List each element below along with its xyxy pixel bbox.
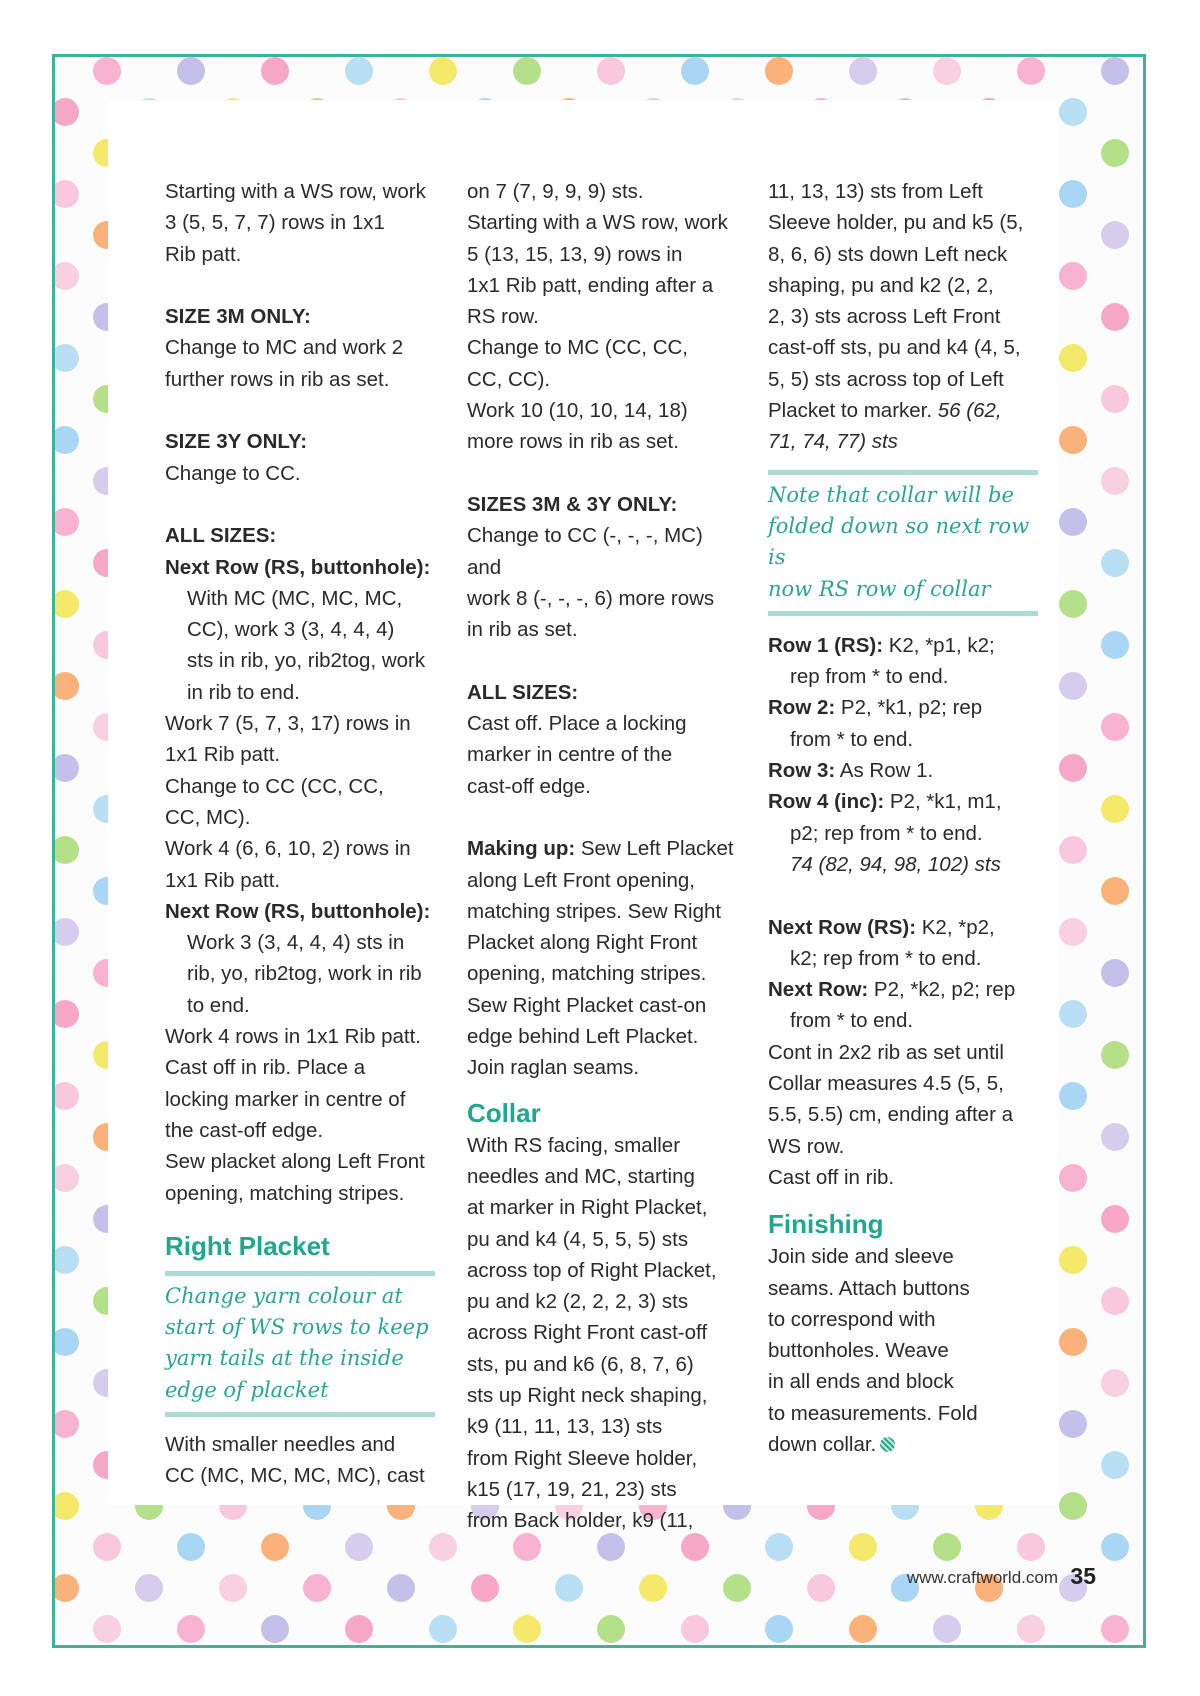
- text-line: 5 (13, 15, 13, 9) rows in: [467, 242, 683, 266]
- next-row-heading: Next Row (RS, buttonhole):: [165, 555, 431, 579]
- text-line: marker in centre of the: [467, 743, 673, 767]
- text-line: 5.5, 5.5) cm, ending after a: [768, 1103, 1013, 1127]
- polka-dot: [345, 1533, 373, 1561]
- polka-dot: [55, 344, 79, 372]
- text-line: 3 (5, 5, 7, 7) rows in 1x1: [165, 211, 385, 235]
- polka-dot: [55, 672, 79, 700]
- text-line: CC (MC, MC, MC, MC), cast: [165, 1464, 425, 1488]
- text-line: 8, 6, 6) sts down Left neck: [768, 242, 1008, 266]
- text-line: in rib to end.: [187, 680, 300, 704]
- note-line: folded down so next row is: [768, 513, 1030, 570]
- polka-dot: [135, 1574, 163, 1602]
- text-span: Sew Left Placket: [575, 837, 734, 861]
- text-line: in rib as set.: [467, 618, 578, 642]
- size-3y-heading: SIZE 3Y ONLY:: [165, 430, 308, 454]
- polka-dot: [1101, 385, 1129, 413]
- next-row-heading: Next Row (RS, buttonhole):: [165, 899, 431, 923]
- text-line: to measurements. Fold: [768, 1401, 978, 1425]
- polka-dot: [1101, 1123, 1129, 1151]
- polka-dot: [597, 57, 625, 85]
- row-heading: Next Row:: [768, 978, 869, 1002]
- polka-dot: [1101, 877, 1129, 905]
- text-line: more rows in rib as set.: [467, 430, 679, 454]
- text-line: k15 (17, 19, 21, 23) sts: [467, 1477, 677, 1501]
- polka-dot: [513, 57, 541, 85]
- text-line: 5, 5) sts across top of Left: [768, 367, 1004, 391]
- polka-dot: [55, 262, 79, 290]
- note-line: edge of placket: [165, 1377, 329, 1402]
- text-line: With RS facing, smaller: [467, 1133, 681, 1157]
- polka-dot: [1101, 1533, 1129, 1561]
- tip-note: [165, 1271, 435, 1417]
- section-heading-right-placket: Right Placket: [165, 1230, 330, 1261]
- polka-dot: [1101, 467, 1129, 495]
- polka-dot: [933, 1615, 961, 1643]
- text-line: p2; rep from * to end.: [790, 821, 983, 845]
- polka-dot: [1101, 139, 1129, 167]
- text-line: CC, CC).: [467, 367, 551, 391]
- row-heading: Next Row (RS):: [768, 915, 917, 939]
- section-heading-collar: Collar: [467, 1097, 541, 1128]
- polka-dot: [765, 1615, 793, 1643]
- text-line: from Right Sleeve holder,: [467, 1446, 698, 1470]
- row-heading: Row 1 (RS):: [768, 633, 884, 657]
- text-line: Work 4 (6, 6, 10, 2) rows in: [165, 837, 411, 861]
- text-line: Placket along Right Front: [467, 931, 698, 955]
- polka-dot: [681, 57, 709, 85]
- polka-dot: [429, 57, 457, 85]
- polka-dot: [1059, 508, 1087, 536]
- polka-dot: [1101, 221, 1129, 249]
- text-line: from * to end.: [790, 1009, 914, 1033]
- polka-dot: [1059, 344, 1087, 372]
- note-line: now RS row of collar: [768, 576, 991, 601]
- text-line: 11, 13, 13) sts from Left: [768, 180, 983, 203]
- text-span: K2, *p2,: [916, 915, 995, 939]
- polka-dot: [1101, 1205, 1129, 1233]
- text-line: Work 7 (5, 7, 3, 17) rows in: [165, 712, 411, 736]
- polka-dot: [1101, 303, 1129, 331]
- text-line: Sew placket along Left Front: [165, 1150, 425, 1174]
- polka-dot: [1059, 426, 1087, 454]
- note-line: yarn tails at the inside: [165, 1346, 404, 1371]
- polka-dot: [1101, 1287, 1129, 1315]
- text-line: Starting with a WS row, work: [165, 180, 426, 203]
- sizes-heading: SIZES 3M & 3Y ONLY:: [467, 492, 678, 516]
- text-line: further rows in rib as set.: [165, 367, 390, 391]
- polka-dot: [1101, 631, 1129, 659]
- text-line: matching stripes. Sew Right: [467, 899, 722, 923]
- polka-dot: [765, 1533, 793, 1561]
- text-span: K2, *p1, k2;: [883, 633, 995, 657]
- polka-dot: [261, 1533, 289, 1561]
- polka-dot: [1059, 1082, 1087, 1110]
- text-line: at marker in Right Placket,: [467, 1196, 708, 1220]
- tip-note: [768, 470, 1038, 616]
- text-line: Work 10 (10, 10, 14, 18): [467, 399, 688, 423]
- text-line: k9 (11, 11, 13, 13) sts: [467, 1415, 663, 1439]
- polka-dot: [681, 1533, 709, 1561]
- text-line: Cast off in rib. Place a: [165, 1056, 366, 1080]
- text-line: Collar measures 4.5 (5, 5,: [768, 1072, 1004, 1096]
- row-heading: Row 2:: [768, 696, 836, 720]
- polka-dot: [1059, 1328, 1087, 1356]
- text-line: Change to CC.: [165, 461, 301, 485]
- text-line: from * to end.: [790, 727, 914, 751]
- polka-dot: [1017, 1615, 1045, 1643]
- column-2: [467, 176, 737, 1536]
- polka-dot: [1101, 549, 1129, 577]
- row-line: [768, 974, 1038, 1005]
- polka-dot: [849, 1615, 877, 1643]
- polka-dot: [1059, 1410, 1087, 1438]
- text-line: work 8 (-, -, -, 6) more rows: [467, 586, 715, 610]
- text-line: rib, yo, rib2tog, work in rib: [187, 962, 422, 986]
- text-line: Change to MC (CC, CC,: [467, 336, 689, 360]
- size-3m-heading: SIZE 3M ONLY:: [165, 305, 311, 329]
- polka-dot: [177, 1615, 205, 1643]
- text-line: Change to CC (-, -, -, MC) and: [467, 524, 703, 579]
- text-line: edge behind Left Placket.: [467, 1025, 699, 1049]
- polka-dot: [849, 57, 877, 85]
- polka-dot: [429, 1615, 457, 1643]
- row-line: [768, 692, 1038, 723]
- text-line: Join raglan seams.: [467, 1056, 640, 1080]
- polka-dot: [261, 57, 289, 85]
- polka-dot: [1101, 795, 1129, 823]
- text-span: P2, *k1, p2; rep: [835, 696, 983, 720]
- text-line: WS row.: [768, 1134, 845, 1158]
- text-line: opening, matching stripes.: [467, 962, 707, 986]
- text-line: rep from * to end.: [790, 665, 949, 689]
- polka-dot: [55, 918, 79, 946]
- text-line: locking marker in centre of: [165, 1087, 406, 1111]
- text-line: sts up Right neck shaping,: [467, 1383, 708, 1407]
- polka-dot: [1059, 1164, 1087, 1192]
- polka-dot: [1017, 57, 1045, 85]
- polka-dot: [55, 1574, 79, 1602]
- text-line: sts, pu and k6 (6, 8, 7, 6): [467, 1352, 694, 1376]
- polka-dot: [1101, 1451, 1129, 1479]
- polka-dot: [723, 1574, 751, 1602]
- polka-dot: [765, 57, 793, 85]
- note-line: Change yarn colour at: [165, 1283, 403, 1308]
- polka-dot: [93, 1615, 121, 1643]
- polka-dot: [1101, 959, 1129, 987]
- text-line: [768, 1429, 1038, 1460]
- making-up-line: [467, 833, 737, 864]
- text-line: CC), work 3 (3, 4, 4, 4): [187, 618, 395, 642]
- polka-dot: [1059, 1246, 1087, 1274]
- note-line: Note that collar will be: [768, 482, 1014, 507]
- polka-dot: [55, 98, 79, 126]
- polka-dot: [555, 1574, 583, 1602]
- column-1: [165, 176, 435, 1492]
- polka-dot: [55, 1164, 79, 1192]
- text-span: down collar.: [768, 1432, 877, 1456]
- polka-dot: [1059, 754, 1087, 782]
- text-line: Cast off in rib.: [768, 1165, 895, 1189]
- all-sizes-heading: ALL SIZES:: [165, 524, 277, 548]
- page-number: 35: [1070, 1563, 1096, 1589]
- text-line: Starting with a WS row, work: [467, 211, 728, 235]
- polka-dot: [177, 1533, 205, 1561]
- polka-dot: [933, 1533, 961, 1561]
- text-line: along Left Front opening,: [467, 868, 695, 892]
- polka-dot: [807, 1574, 835, 1602]
- text-line: Sleeve holder, pu and k5 (5,: [768, 211, 1024, 235]
- polka-dot: [1059, 98, 1087, 126]
- polka-dot: [303, 1574, 331, 1602]
- text-line: 1x1 Rib patt.: [165, 743, 281, 767]
- yarn-ball-icon: [880, 1437, 895, 1452]
- polka-dot: [55, 1246, 79, 1274]
- polka-dot: [55, 754, 79, 782]
- polka-dot: [1059, 262, 1087, 290]
- polka-dot: [55, 1082, 79, 1110]
- polka-dot: [345, 1615, 373, 1643]
- polka-dot: [1059, 180, 1087, 208]
- polka-dot: [1101, 1369, 1129, 1397]
- text-line: sts in rib, yo, rib2tog, work: [187, 649, 426, 673]
- text-line: to end.: [187, 993, 250, 1017]
- polka-dot: [93, 57, 121, 85]
- polka-dot: [345, 57, 373, 85]
- polka-dot: [639, 1574, 667, 1602]
- polka-dot: [387, 1574, 415, 1602]
- polka-dot: [1059, 1000, 1087, 1028]
- section-heading-finishing: Finishing: [768, 1209, 884, 1240]
- stitch-count: 71, 74, 77) sts: [768, 430, 898, 454]
- text-line: [768, 395, 1038, 426]
- polka-dot: [933, 57, 961, 85]
- polka-dot: [55, 508, 79, 536]
- text-line: CC, MC).: [165, 805, 251, 829]
- polka-dot: [513, 1615, 541, 1643]
- note-line: start of WS rows to keep: [165, 1315, 429, 1340]
- polka-dot: [1017, 1533, 1045, 1561]
- text-line: Change to CC (CC, CC,: [165, 774, 384, 798]
- text-line: across Right Front cast-off: [467, 1321, 708, 1345]
- row-heading: Row 4 (inc):: [768, 790, 885, 814]
- polka-dot: [55, 426, 79, 454]
- polka-dot: [1059, 590, 1087, 618]
- text-line: cast-off sts, pu and k4 (4, 5,: [768, 336, 1021, 360]
- polka-dot: [55, 1410, 79, 1438]
- text-line: across top of Right Placket,: [467, 1258, 717, 1282]
- polka-dot: [471, 1574, 499, 1602]
- text-span: P2, *k2, p2; rep: [868, 978, 1016, 1002]
- polka-dot: [1059, 1492, 1087, 1520]
- polka-dot: [261, 1615, 289, 1643]
- text-span: P2, *k1, m1,: [884, 790, 1002, 814]
- text-line: Work 4 rows in 1x1 Rib patt.: [165, 1025, 421, 1049]
- text-line: needles and MC, starting: [467, 1164, 695, 1188]
- polka-dot: [219, 1574, 247, 1602]
- text-span: As Row 1.: [835, 759, 934, 783]
- text-line: With smaller needles and: [165, 1432, 396, 1456]
- stitch-count: 74 (82, 94, 98, 102) sts: [790, 852, 1001, 876]
- text-line: Sew Right Placket cast-on: [467, 993, 707, 1017]
- text-span: Placket to marker.: [768, 399, 933, 423]
- text-line: 1x1 Rib patt.: [165, 868, 281, 892]
- polka-dot: [1101, 57, 1129, 85]
- text-line: shaping, pu and k2 (2, 2,: [768, 273, 994, 297]
- text-line: opening, matching stripes.: [165, 1181, 405, 1205]
- polka-dot: [1101, 1041, 1129, 1069]
- text-line: pu and k2 (2, 2, 2, 3) sts: [467, 1290, 689, 1314]
- polka-dot: [681, 1615, 709, 1643]
- polka-dot: [513, 1533, 541, 1561]
- text-line: Join side and sleeve: [768, 1245, 954, 1269]
- text-line: Cont in 2x2 rib as set until: [768, 1040, 1004, 1064]
- polka-dot: [55, 1492, 79, 1520]
- text-line: on 7 (7, 9, 9, 9) sts.: [467, 180, 644, 203]
- row-heading: Row 3:: [768, 759, 836, 783]
- polka-dot: [1101, 713, 1129, 741]
- row-line: [768, 912, 1038, 943]
- polka-dot: [55, 1000, 79, 1028]
- polka-dot: [55, 1328, 79, 1356]
- polka-dot: [177, 57, 205, 85]
- polka-dot: [597, 1615, 625, 1643]
- row-line: [768, 755, 1038, 786]
- polka-dot: [55, 836, 79, 864]
- polka-dot: [1059, 672, 1087, 700]
- text-line: Rib patt.: [165, 242, 242, 266]
- text-line: Cast off. Place a locking: [467, 712, 687, 736]
- polka-dot: [1059, 836, 1087, 864]
- polka-dot: [93, 1533, 121, 1561]
- column-3: [768, 176, 1038, 1460]
- footer-url: www.craftworld.com: [906, 1568, 1058, 1587]
- polka-dot: [1101, 1615, 1129, 1643]
- text-line: With MC (MC, MC, MC,: [187, 586, 403, 610]
- stitch-count: 56 (62,: [937, 399, 1002, 423]
- text-line: from Back holder, k9 (11,: [467, 1509, 694, 1533]
- text-line: the cast-off edge.: [165, 1118, 324, 1142]
- text-line: k2; rep from * to end.: [790, 946, 982, 970]
- text-line: RS row.: [467, 305, 539, 329]
- making-up-heading: Making up:: [467, 837, 576, 861]
- polka-dot: [55, 590, 79, 618]
- text-line: buttonholes. Weave: [768, 1339, 949, 1363]
- text-line: Change to MC and work 2: [165, 336, 404, 360]
- text-line: pu and k4 (4, 5, 5, 5) sts: [467, 1227, 689, 1251]
- text-line: cast-off edge.: [467, 774, 591, 798]
- polka-dot: [1059, 918, 1087, 946]
- text-line: 1x1 Rib patt, ending after a: [467, 273, 714, 297]
- polka-dot: [55, 180, 79, 208]
- polka-dot: [597, 1533, 625, 1561]
- polka-dot: [849, 1533, 877, 1561]
- text-line: seams. Attach buttons: [768, 1276, 970, 1300]
- polka-dot: [429, 1533, 457, 1561]
- row-line: [768, 786, 1038, 817]
- text-line: to correspond with: [768, 1307, 936, 1331]
- text-line: Work 3 (3, 4, 4, 4) sts in: [187, 931, 405, 955]
- text-line: 2, 3) sts across Left Front: [768, 305, 1001, 329]
- text-line: in all ends and block: [768, 1370, 954, 1394]
- all-sizes-heading: ALL SIZES:: [467, 680, 579, 704]
- row-line: [768, 630, 1038, 661]
